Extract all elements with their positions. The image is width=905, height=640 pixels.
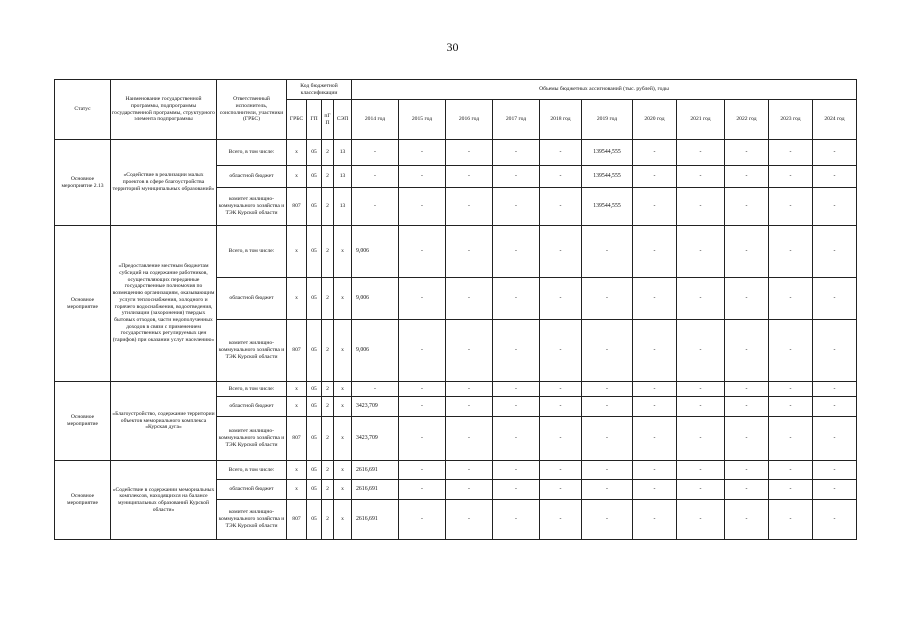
- grbs-cell: 807: [287, 320, 307, 382]
- header-year: 2017 год: [493, 100, 540, 140]
- value-cell: -: [769, 320, 813, 382]
- value-cell: -: [633, 226, 677, 278]
- gp-cell: 05: [307, 166, 322, 188]
- sem-cell: x: [334, 278, 352, 320]
- grbs-cell: x: [287, 480, 307, 500]
- value-cell: -: [725, 226, 769, 278]
- value-cell: -: [446, 397, 493, 417]
- value-cell: -: [769, 461, 813, 480]
- value-cell: 9,006: [352, 320, 399, 382]
- value-cell: -: [399, 226, 446, 278]
- value-cell: -: [582, 320, 633, 382]
- value-cell: -: [582, 382, 633, 397]
- value-cell: -: [540, 166, 582, 188]
- value-cell: -: [493, 382, 540, 397]
- table-row: [55, 461, 857, 480]
- value-cell: -: [446, 417, 493, 461]
- value-cell: -: [813, 226, 857, 278]
- value-cell: -: [769, 226, 813, 278]
- value-cell: -: [352, 140, 399, 166]
- value-cell: -: [769, 278, 813, 320]
- header-year: 2015 год: [399, 100, 446, 140]
- header-sem: СЭП: [334, 100, 352, 140]
- value-cell: -: [633, 397, 677, 417]
- responsible-cell: областной бюджет: [217, 480, 287, 500]
- value-cell: -: [540, 500, 582, 540]
- value-cell: -: [725, 188, 769, 226]
- header-status: Статус: [55, 80, 111, 140]
- pgp-cell: 2: [322, 320, 334, 382]
- gp-cell: 05: [307, 461, 322, 480]
- value-cell: -: [633, 140, 677, 166]
- sem-cell: x: [334, 417, 352, 461]
- value-cell: -: [633, 382, 677, 397]
- value-cell: 2616,691: [352, 461, 399, 480]
- value-cell: -: [399, 140, 446, 166]
- gp-cell: 05: [307, 397, 322, 417]
- grbs-cell: x: [287, 226, 307, 278]
- sem-cell: x: [334, 320, 352, 382]
- value-cell: 9,006: [352, 278, 399, 320]
- value-cell: -: [813, 417, 857, 461]
- value-cell: -: [769, 500, 813, 540]
- sem-cell: x: [334, 480, 352, 500]
- value-cell: -: [540, 480, 582, 500]
- value-cell: -: [813, 397, 857, 417]
- budget-table: [54, 79, 857, 540]
- value-cell: -: [446, 461, 493, 480]
- gp-cell: 05: [307, 226, 322, 278]
- responsible-cell: комитет жилищно-коммунального хозяйства и ТЭК Курской области: [217, 188, 287, 226]
- value-cell: -: [493, 500, 540, 540]
- value-cell: -: [399, 278, 446, 320]
- value-cell: 139544,555: [582, 188, 633, 226]
- value-cell: -: [540, 226, 582, 278]
- value-cell: -: [813, 480, 857, 500]
- value-cell: -: [725, 461, 769, 480]
- value-cell: -: [493, 166, 540, 188]
- header-gp: ГП: [307, 100, 322, 140]
- value-cell: -: [813, 461, 857, 480]
- grbs-cell: 807: [287, 500, 307, 540]
- pgp-cell: 2: [322, 500, 334, 540]
- header-classification: Код бюджетной классификации: [287, 80, 352, 100]
- value-cell: -: [769, 166, 813, 188]
- header-year: 2014 год: [352, 100, 399, 140]
- value-cell: -: [446, 226, 493, 278]
- value-cell: -: [813, 382, 857, 397]
- grbs-cell: x: [287, 461, 307, 480]
- status-cell: Основное мероприятие: [55, 382, 111, 461]
- value-cell: -: [633, 417, 677, 461]
- sem-cell: x: [334, 382, 352, 397]
- value-cell: -: [677, 278, 725, 320]
- value-cell: -: [493, 140, 540, 166]
- header-year: 2021 год: [677, 100, 725, 140]
- value-cell: -: [352, 188, 399, 226]
- value-cell: -: [677, 397, 725, 417]
- sem-cell: x: [334, 461, 352, 480]
- sem-cell: 13: [334, 188, 352, 226]
- header-responsible: Ответственный исполнитель, соисполнители, участники (ГРБС): [217, 80, 287, 140]
- sem-cell: x: [334, 397, 352, 417]
- sem-cell: 13: [334, 140, 352, 166]
- responsible-cell: областной бюджет: [217, 166, 287, 188]
- value-cell: -: [633, 166, 677, 188]
- value-cell: 139544,555: [582, 140, 633, 166]
- value-cell: -: [677, 461, 725, 480]
- value-cell: -: [677, 166, 725, 188]
- value-cell: -: [540, 278, 582, 320]
- value-cell: -: [582, 397, 633, 417]
- grbs-cell: x: [287, 140, 307, 166]
- gp-cell: 05: [307, 500, 322, 540]
- value-cell: -: [582, 480, 633, 500]
- table-row: [55, 140, 857, 166]
- grbs-cell: 807: [287, 417, 307, 461]
- gp-cell: 05: [307, 320, 322, 382]
- responsible-cell: комитет жилищно-коммунального хозяйства и ТЭК Курской области: [217, 417, 287, 461]
- value-cell: -: [399, 480, 446, 500]
- value-cell: -: [769, 382, 813, 397]
- sem-cell: 13: [334, 166, 352, 188]
- gp-cell: 05: [307, 188, 322, 226]
- value-cell: -: [633, 278, 677, 320]
- status-cell: Основное мероприятие: [55, 461, 111, 540]
- gp-cell: 05: [307, 480, 322, 500]
- value-cell: -: [725, 320, 769, 382]
- pgp-cell: 2: [322, 417, 334, 461]
- value-cell: -: [446, 140, 493, 166]
- value-cell: -: [769, 417, 813, 461]
- pgp-cell: 2: [322, 188, 334, 226]
- value-cell: -: [399, 461, 446, 480]
- responsible-cell: Всего, в том числе:: [217, 140, 287, 166]
- value-cell: -: [540, 382, 582, 397]
- grbs-cell: x: [287, 382, 307, 397]
- pgp-cell: 2: [322, 461, 334, 480]
- value-cell: -: [493, 226, 540, 278]
- responsible-cell: областной бюджет: [217, 278, 287, 320]
- value-cell: -: [540, 461, 582, 480]
- value-cell: -: [813, 278, 857, 320]
- value-cell: -: [677, 320, 725, 382]
- pgp-cell: 2: [322, 140, 334, 166]
- value-cell: -: [633, 500, 677, 540]
- value-cell: -: [493, 417, 540, 461]
- sem-cell: x: [334, 226, 352, 278]
- gp-cell: 05: [307, 140, 322, 166]
- value-cell: -: [677, 140, 725, 166]
- value-cell: -: [813, 188, 857, 226]
- pgp-cell: 2: [322, 278, 334, 320]
- value-cell: -: [769, 397, 813, 417]
- header-name: Наименование государственной программы, подпрограммы государственной программы, структурного элемента подпрограммы: [111, 80, 217, 140]
- name-cell: «Содействие в содержании мемориальных комплексов, находящихся на балансе муниципальных образований Курской области»: [111, 461, 217, 540]
- value-cell: -: [677, 417, 725, 461]
- value-cell: -: [493, 397, 540, 417]
- value-cell: -: [633, 480, 677, 500]
- value-cell: -: [540, 417, 582, 461]
- value-cell: -: [725, 500, 769, 540]
- value-cell: -: [677, 500, 725, 540]
- value-cell: -: [446, 382, 493, 397]
- header-volumes: Объемы бюджетных ассигнований (тыс. рублей), годы: [352, 80, 857, 100]
- value-cell: -: [725, 166, 769, 188]
- grbs-cell: 807: [287, 188, 307, 226]
- value-cell: -: [582, 461, 633, 480]
- pgp-cell: 2: [322, 397, 334, 417]
- sem-cell: x: [334, 500, 352, 540]
- value-cell: 3423,709: [352, 397, 399, 417]
- value-cell: -: [725, 417, 769, 461]
- value-cell: 3423,709: [352, 417, 399, 461]
- pgp-cell: 2: [322, 226, 334, 278]
- pgp-cell: 2: [322, 480, 334, 500]
- value-cell: -: [725, 140, 769, 166]
- status-cell: Основное мероприятие 2.13: [55, 140, 111, 226]
- pgp-cell: 2: [322, 166, 334, 188]
- status-cell: Основное мероприятие: [55, 226, 111, 382]
- header-year: 2016 год: [446, 100, 493, 140]
- value-cell: -: [399, 320, 446, 382]
- grbs-cell: x: [287, 166, 307, 188]
- value-cell: -: [399, 188, 446, 226]
- responsible-cell: Всего, в том числе:: [217, 382, 287, 397]
- value-cell: -: [493, 188, 540, 226]
- value-cell: -: [446, 480, 493, 500]
- gp-cell: 05: [307, 382, 322, 397]
- grbs-cell: x: [287, 278, 307, 320]
- value-cell: 2616,691: [352, 500, 399, 540]
- value-cell: -: [540, 140, 582, 166]
- pgp-cell: 2: [322, 382, 334, 397]
- grbs-cell: x: [287, 397, 307, 417]
- header-year: 2020 год: [633, 100, 677, 140]
- header-pgp: пГ П: [322, 100, 334, 140]
- value-cell: -: [813, 500, 857, 540]
- responsible-cell: комитет жилищно-коммунального хозяйства и ТЭК Курской области: [217, 500, 287, 540]
- value-cell: -: [813, 320, 857, 382]
- value-cell: -: [446, 278, 493, 320]
- gp-cell: 05: [307, 417, 322, 461]
- value-cell: -: [582, 278, 633, 320]
- value-cell: -: [399, 397, 446, 417]
- responsible-cell: комитет жилищно-коммунального хозяйства и ТЭК Курской области: [217, 320, 287, 382]
- value-cell: -: [633, 188, 677, 226]
- value-cell: -: [769, 480, 813, 500]
- value-cell: -: [446, 320, 493, 382]
- value-cell: -: [633, 461, 677, 480]
- header-year: 2019 год: [582, 100, 633, 140]
- value-cell: -: [446, 500, 493, 540]
- value-cell: -: [725, 397, 769, 417]
- value-cell: -: [352, 166, 399, 188]
- value-cell: -: [633, 320, 677, 382]
- value-cell: -: [540, 320, 582, 382]
- value-cell: -: [493, 461, 540, 480]
- responsible-cell: областной бюджет: [217, 397, 287, 417]
- header-year: 2022 год: [725, 100, 769, 140]
- gp-cell: 05: [307, 278, 322, 320]
- responsible-cell: Всего, в том числе:: [217, 461, 287, 480]
- value-cell: -: [399, 500, 446, 540]
- value-cell: -: [493, 480, 540, 500]
- value-cell: -: [540, 397, 582, 417]
- value-cell: -: [540, 188, 582, 226]
- value-cell: -: [582, 500, 633, 540]
- table-row: [55, 226, 857, 278]
- value-cell: -: [399, 417, 446, 461]
- value-cell: -: [677, 382, 725, 397]
- value-cell: -: [813, 166, 857, 188]
- value-cell: -: [677, 226, 725, 278]
- name-cell: «Предоставление местным бюджетам субсидий на содержание работников, осуществляющих переданные государственные полномочия по возмещению организациям, оказывающим услуги теплоснабжения, холодного и горячего водоснабжения, водоотведения, утилизации (захоронения) твердых бытовых отходов, части недополученных доходов в связи с применением государственных регулируемых цен (тарифов) при оказании услуг населению»: [111, 226, 217, 382]
- value-cell: 9,006: [352, 226, 399, 278]
- value-cell: -: [677, 188, 725, 226]
- header-year: 2023 год: [769, 100, 813, 140]
- value-cell: -: [725, 382, 769, 397]
- name-cell: «Содействие в реализации малых проектов в сфере благоустройства территорий муниципальных образований»: [111, 140, 217, 226]
- header-year: 2024 год: [813, 100, 857, 140]
- value-cell: -: [813, 140, 857, 166]
- page-number: 30: [446, 40, 459, 54]
- value-cell: 2616,691: [352, 480, 399, 500]
- value-cell: -: [493, 320, 540, 382]
- value-cell: -: [769, 188, 813, 226]
- name-cell: «Благоустройство, содержание территории объектов мемориального комплекса «Курская дуга»: [111, 382, 217, 461]
- header-grbs: ГРБС: [287, 100, 307, 140]
- value-cell: -: [582, 226, 633, 278]
- value-cell: 139544,555: [582, 166, 633, 188]
- value-cell: -: [446, 188, 493, 226]
- value-cell: -: [677, 480, 725, 500]
- header-year: 2018 год: [540, 100, 582, 140]
- value-cell: -: [582, 417, 633, 461]
- value-cell: -: [725, 278, 769, 320]
- value-cell: -: [725, 480, 769, 500]
- value-cell: -: [446, 166, 493, 188]
- value-cell: -: [399, 166, 446, 188]
- value-cell: -: [352, 382, 399, 397]
- value-cell: -: [399, 382, 446, 397]
- value-cell: -: [493, 278, 540, 320]
- responsible-cell: Всего, в том числе:: [217, 226, 287, 278]
- value-cell: -: [769, 140, 813, 166]
- table-row: [55, 382, 857, 397]
